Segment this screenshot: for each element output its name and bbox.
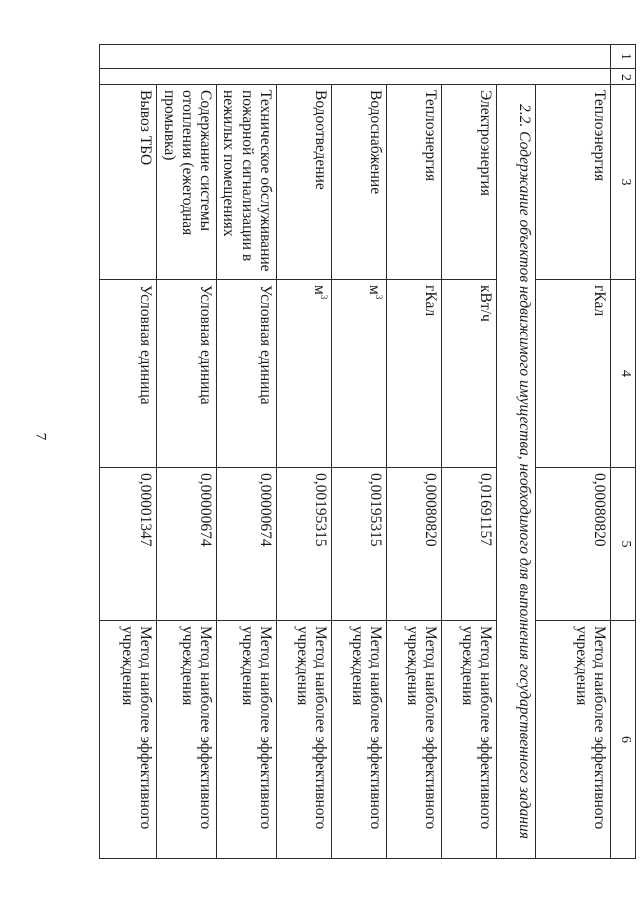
row-method: Метод наиболее эффективного учреждения <box>536 621 611 859</box>
row-name: Электроэнергия <box>442 85 497 280</box>
cost-table <box>99 44 636 859</box>
col-6-header: 6 <box>611 621 636 859</box>
section-title: 2.2. Содержание объектов недвижимого имущества, необходимого для выполнения государственного задания <box>497 85 536 859</box>
unit-text: м <box>310 285 328 295</box>
unit-text: м <box>365 285 383 295</box>
unit-superscript: 3 <box>319 294 329 300</box>
row-value: 0,00000674 <box>157 468 217 621</box>
row-name: Вывоз ТБО <box>100 85 157 280</box>
col-1-cell <box>100 45 611 69</box>
page-number: 7 <box>32 432 49 441</box>
table-row <box>157 45 217 859</box>
row-value: 0,00080820 <box>387 468 442 621</box>
row-value: 0,00000674 <box>217 468 277 621</box>
row-method: Метод наиболее эффективного учреждения <box>100 621 157 859</box>
col-2-cell <box>100 69 611 85</box>
row-value: 0,00195315 <box>277 468 332 621</box>
section-row <box>497 45 536 859</box>
header-row <box>611 45 636 859</box>
table-row <box>442 45 497 859</box>
unit-superscript: 3 <box>374 294 384 300</box>
row-method: Метод наиболее эффективного учреждения <box>332 621 387 859</box>
row-unit: Условная единица <box>217 280 277 468</box>
table-row <box>332 45 387 859</box>
table-row <box>536 45 611 859</box>
table-row <box>217 45 277 859</box>
rotated-page <box>73 44 636 858</box>
row-name: Техническое обслуживание пожарной сигнализации в нежилых помещениях <box>217 85 277 280</box>
row-unit: Условная единица <box>157 280 217 468</box>
table-row <box>387 45 442 859</box>
row-unit: гКал <box>387 280 442 468</box>
col-2-header: 2 <box>611 69 636 85</box>
col-4-header: 4 <box>611 280 636 468</box>
row-unit: гКал <box>536 280 611 468</box>
table-row <box>100 45 157 859</box>
row-name: Теплоэнергия <box>387 85 442 280</box>
row-name: Водоснабжение <box>332 85 387 280</box>
row-method: Метод наиболее эффективного учреждения <box>277 621 332 859</box>
row-value: 0,00080820 <box>536 468 611 621</box>
row-method: Метод наиболее эффективного учреждения <box>387 621 442 859</box>
row-unit <box>277 280 332 468</box>
row-name: Содержание системы отопления (ежегодная промывка) <box>157 85 217 280</box>
row-method: Метод наиболее эффективного учреждения <box>157 621 217 859</box>
col-1-header: 1 <box>611 45 636 69</box>
col-3-header: 3 <box>611 85 636 280</box>
row-value: 0,00001347 <box>100 468 157 621</box>
row-name: Водоотведение <box>277 85 332 280</box>
row-method: Метод наиболее эффективного учреждения <box>442 621 497 859</box>
row-value: 0,01691157 <box>442 468 497 621</box>
table-row <box>277 45 332 859</box>
row-value: 0,00195315 <box>332 468 387 621</box>
row-unit: Условная единица <box>100 280 157 468</box>
row-name: Теплоэнергия <box>536 85 611 280</box>
row-unit: кВт/ч <box>442 280 497 468</box>
row-method: Метод наиболее эффективного учреждения <box>217 621 277 859</box>
col-5-header: 5 <box>611 468 636 621</box>
row-unit <box>332 280 387 468</box>
